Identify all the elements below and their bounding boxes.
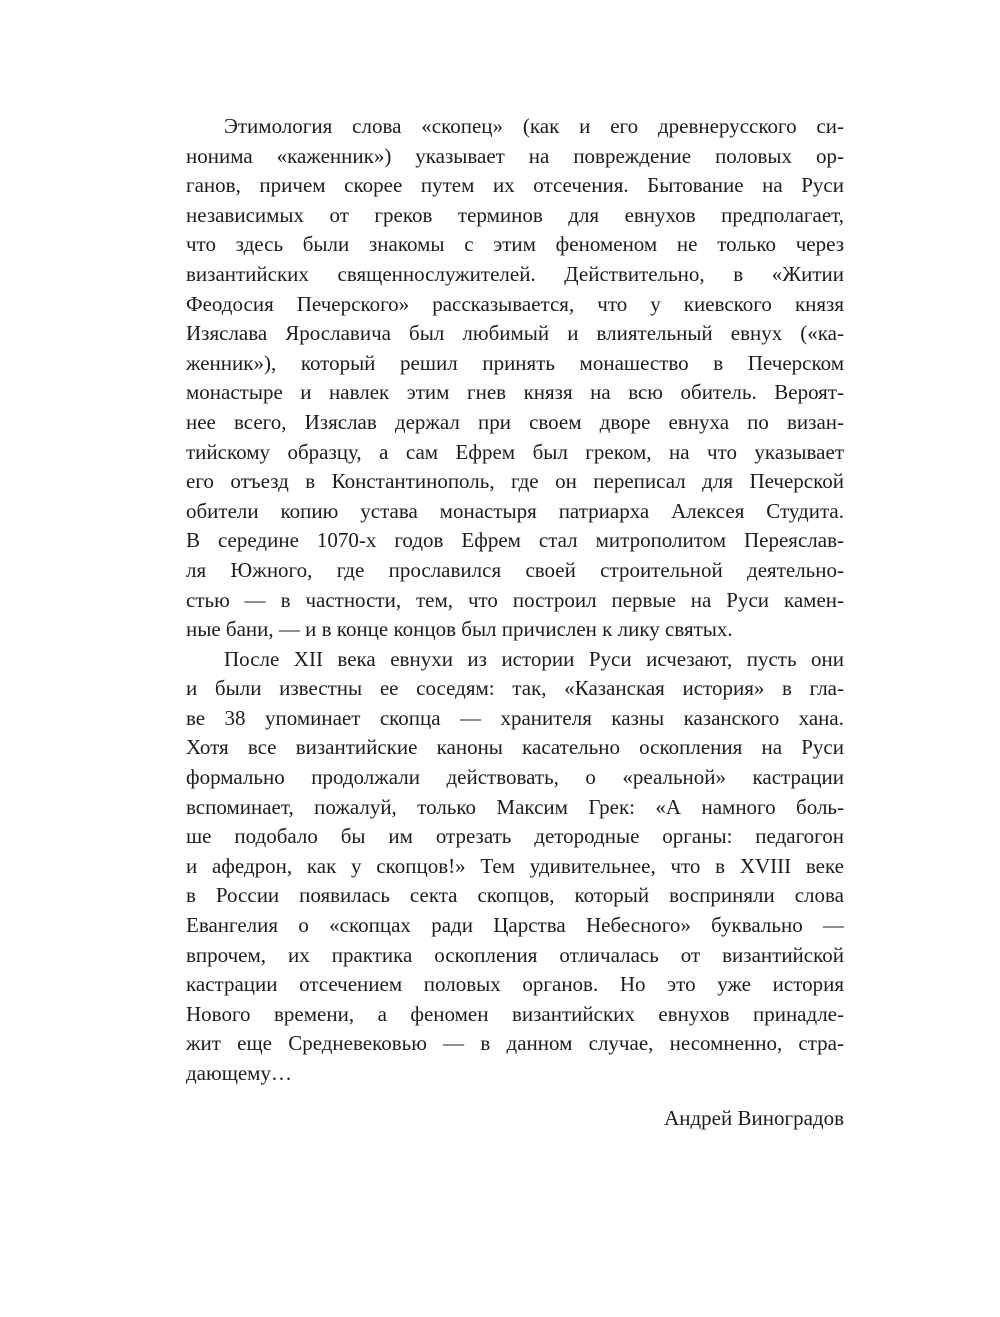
text-line: ные бани, — и в конце концов был причислен к лику святых.: [186, 617, 733, 642]
paragraph-1: [186, 112, 844, 645]
text-line: дающему…: [186, 1061, 292, 1085]
paragraph-2: [186, 645, 844, 1089]
text-line: что здесь были знакомы с этим феноменом не только через: [186, 232, 844, 257]
text-line: Феодосия Печерского» рассказывается, что у киевского князя: [186, 291, 844, 316]
text-line: независимых от греков терминов для евнухов предполагает,: [186, 202, 844, 227]
text-line: его отъезд в Константинополь, где он переписал для Печерской: [186, 469, 844, 494]
text-line: обители копию устава монастыря патриарха Алексея Студита.: [186, 498, 844, 523]
text-line: Этимология слова «скопец» (как и его древнерусского си-: [224, 114, 844, 138]
author-signature: Андрей Виноградов: [664, 1105, 844, 1130]
text-line: вспоминает, пожалуй, только Максим Грек: «А намного боль-: [186, 794, 844, 819]
text-line: В середине 1070-х годов Ефрем стал митрополитом Переяслав-: [186, 528, 844, 553]
text-line: жит еще Средневековью — в данном случае, несомненно, стра-: [186, 1031, 844, 1056]
text-line: Хотя все византийские каноны касательно оскопления на Руси: [186, 735, 844, 760]
text-line: ля Южного, где прославился своей строительной деятельно-: [186, 557, 844, 582]
text-line: ве 38 упоминает скопца — хранителя казны казанского хана.: [186, 705, 844, 730]
text-line: стью — в частности, тем, что построил первые на Руси камен-: [186, 587, 844, 612]
text-block: [186, 112, 844, 1133]
text-line: и афедрон, как у скопцов!» Тем удивительнее, что в XVIII веке: [186, 853, 844, 878]
text-line: формально продолжали действовать, о «реальной» кастрации: [186, 765, 844, 790]
text-line: и были известны ее соседям: так, «Казанская история» в гла-: [186, 676, 844, 701]
text-line: монастыре и навлек этим гнев князя на всю обитель. Вероят-: [186, 380, 844, 405]
text-line: Изяслава Ярославича был любимый и влиятельный евнух («ка-: [186, 321, 844, 346]
text-line: ганов, причем скорее путем их отсечения. Бытование на Руси: [186, 173, 844, 198]
text-line: После XII века евнухи из истории Руси исчезают, пусть они: [224, 646, 844, 671]
text-line: тийскому образцу, а сам Ефрем был греком, на что указывает: [186, 439, 844, 464]
text-line: ше подобало бы им отрезать детородные органы: педагогон: [186, 824, 844, 849]
text-line: в России появилась секта скопцов, который восприняли слова: [186, 883, 844, 908]
text-line: впрочем, их практика оскопления отличалась от византийской: [186, 942, 844, 967]
text-line: нее всего, Изяслав держал при своем дворе евнуха по визан-: [186, 409, 844, 434]
text-line: кастрации отсечением половых органов. Но это уже история: [186, 972, 844, 997]
text-line: женник»), который решил принять монашество в Печерском: [186, 350, 844, 375]
text-line: Нового времени, а феномен византийских евнухов принадле-: [186, 1001, 844, 1026]
text-line: византийских священнослужителей. Действительно, в «Житии: [186, 261, 844, 286]
text-line: нонима «каженник») указывает на повреждение половых ор-: [186, 143, 844, 168]
text-line: Евангелия о «скопцах ради Царства Небесного» буквально —: [186, 913, 844, 938]
